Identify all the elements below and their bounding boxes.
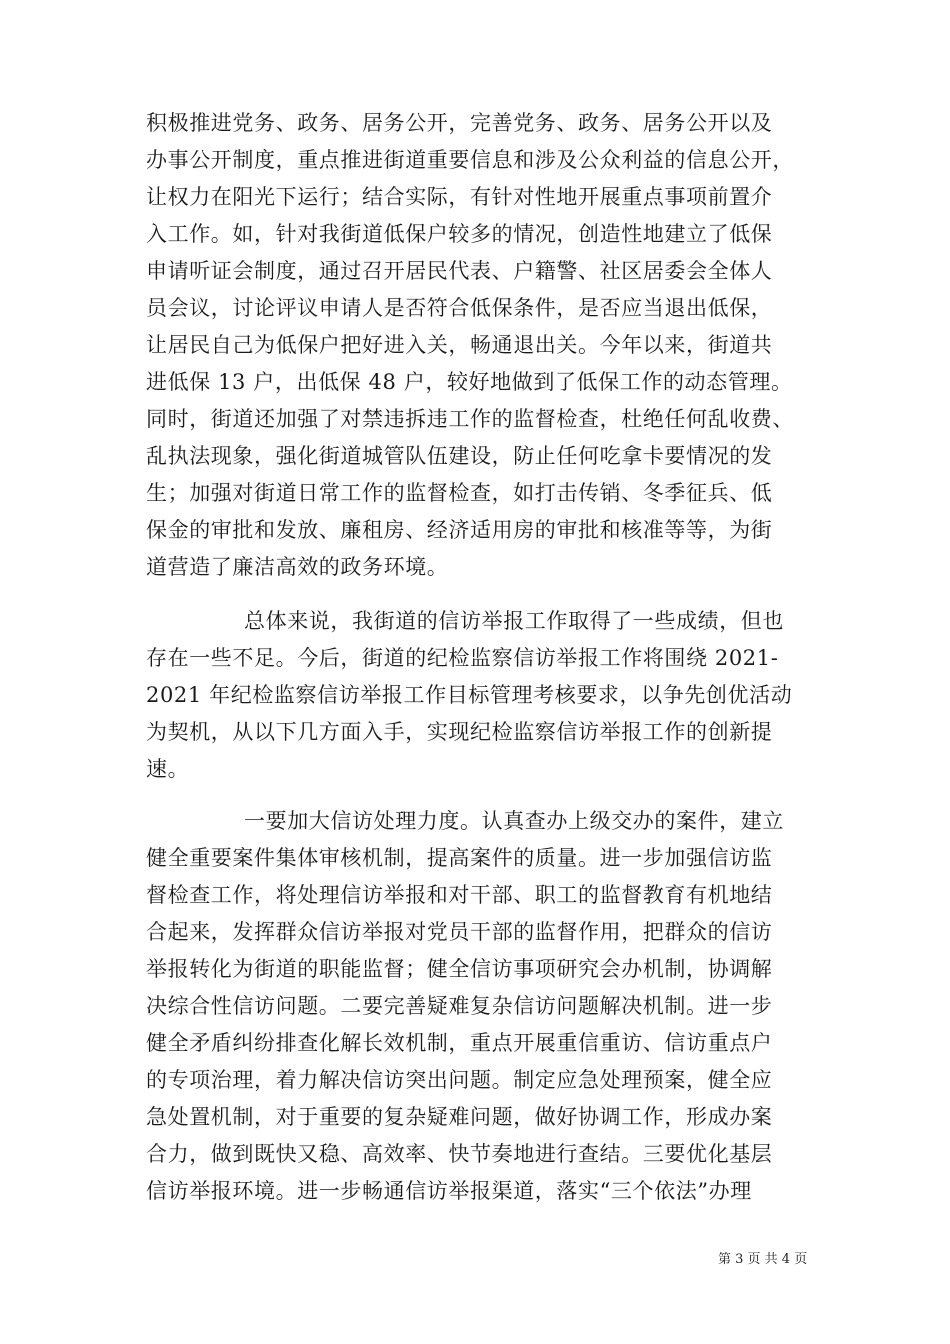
text-line: 督检查工作，将处理信访举报和对干部、职工的监督教育有机地结 (146, 883, 773, 907)
text-line: 同时，街道还加强了对禁违拆违工作的监督检查，杜绝任何乱收费、 (146, 407, 794, 431)
text-line: 健全矛盾纠纷排查化解长效机制，重点开展重信重访、信访重点户 (146, 1031, 773, 1055)
text-line: 道营造了廉洁高效的政务环境。 (146, 555, 449, 579)
text-line: 进低保 13 户，出低保 48 户，较好地做到了低保工作的动态管理。 (146, 370, 793, 394)
text-line: 存在一些不足。今后，街道的纪检监察信访举报工作将围绕 2021- (146, 646, 779, 670)
text-line: 生；加强对街道日常工作的监督检查，如打击传销、冬季征兵、低 (146, 481, 773, 505)
text-line: 决综合性信访问题。二要完善疑难复杂信访问题解决机制。进一步 (146, 994, 773, 1018)
text-line: 积极推进党务、政务、居务公开，完善党务、政务、居务公开以及 (146, 111, 773, 135)
text-line: 申请听证会制度，通过召开居民代表、户籍警、社区居委会全体人 (146, 259, 773, 283)
text-line: 一要加大信访处理力度。认真查办上级交办的案件，建立 (244, 809, 784, 833)
text-line: 让居民自己为低保户把好进入关，畅通退出关。今年以来，街道共 (146, 333, 773, 357)
text-line: 信访举报环境。进一步畅通信访举报渠道，落实“三个依法”办理 (146, 1179, 752, 1203)
text-line: 总体来说，我街道的信访举报工作取得了一些成绩，但也 (244, 609, 784, 633)
text-line: 员会议，讨论评议申请人是否符合低保条件，是否应当退出低保， (146, 296, 773, 320)
text-line: 保金的审批和发放、廉租房、经济适用房的审批和核准等等，为街 (146, 518, 773, 542)
text-line: 入工作。如，针对我街道低保户较多的情况，创造性地建立了低保 (146, 222, 773, 246)
text-line: 合起来，发挥群众信访举报对党员干部的监督作用，把群众的信访 (146, 920, 773, 944)
text-line: 速。 (146, 757, 190, 781)
text-line: 让权力在阳光下运行；结合实际，有针对性地开展重点事项前置介 (146, 185, 773, 209)
text-line: 2021 年纪检监察信访举报工作目标管理考核要求，以争先创优活动 (146, 683, 793, 707)
text-line: 乱执法现象，强化街道城管队伍建设，防止任何吃拿卡要情况的发 (146, 444, 773, 468)
text-line: 办事公开制度，重点推进街道重要信息和涉及公众利益的信息公开， (146, 148, 794, 172)
text-line: 为契机，从以下几方面入手，实现纪检监察信访举报工作的创新提 (146, 720, 773, 744)
text-line: 急处置机制，对于重要的复杂疑难问题，做好协调工作，形成办案 (146, 1105, 773, 1129)
text-line: 举报转化为街道的职能监督；健全信访事项研究会办机制，协调解 (146, 957, 773, 981)
text-line: 的专项治理，着力解决信访突出问题。制定应急处理预案，健全应 (146, 1068, 773, 1092)
text-line: 健全重要案件集体审核机制，提高案件的质量。进一步加强信访监 (146, 846, 773, 870)
text-line: 合力，做到既快又稳、高效率、快节奏地进行查结。三要优化基层 (146, 1142, 773, 1166)
page-number-footer: 第 3 页 共 4 页 (718, 1252, 808, 1267)
